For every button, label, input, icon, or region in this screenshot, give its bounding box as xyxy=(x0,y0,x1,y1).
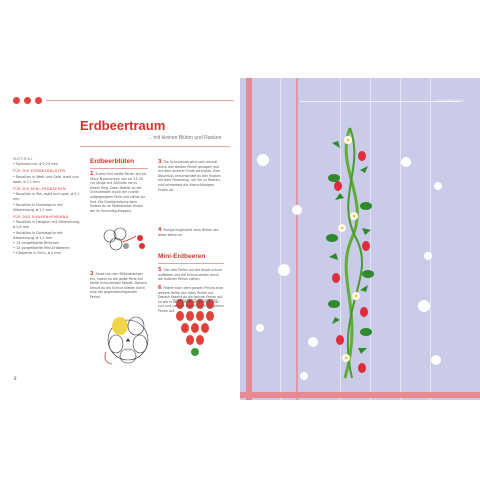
step-text: Fertige insgesamt neun Blüten auf diese Weise an. xyxy=(158,228,219,237)
dot-icon xyxy=(13,97,20,104)
step-1-text xyxy=(90,172,148,213)
step-6-text xyxy=(158,286,224,314)
step-text: Fädele nach dem ganzen Prinzip eine weitere Reihe von roten Perlen auf. Danach fädelst du die grünen Perlen auf, so wie in der Fädelskizze gezeigt, man nun und zieh die Enden durch die grünen Perlen auf. xyxy=(158,286,224,313)
material-list xyxy=(13,155,83,257)
step-2-text xyxy=(90,272,148,300)
page-subtitle: ... mit kleinen Blüten und Ranken xyxy=(148,135,222,141)
section-rule xyxy=(90,168,148,169)
material-item: • Rocailles in Rot, matt und opak, ø 2,1 mm xyxy=(13,192,80,202)
dot-icon xyxy=(24,97,31,104)
bracelet-photo xyxy=(240,78,480,400)
step-text: Setze nun den Blütenstempel ein, indem du die gelbe Perle auf beide Schnurenden fädelst. Danach kreuzt du die Schnur wieder durch eine der gegenüberliegenden Perlen. xyxy=(90,272,147,299)
material-item: • Rocailles in Hellgrün mit Silbereinzug, ø 2,6 mm xyxy=(13,220,81,230)
section-label: ZUCKERSÜSS xyxy=(436,99,464,103)
step-3-text xyxy=(158,160,224,192)
material-heading: FÜR DAS RANKENARMBAND xyxy=(13,215,69,220)
decorative-dots xyxy=(13,97,42,104)
section-title-bluten: Erdbeerblüten xyxy=(90,158,135,165)
material-item: • Rocailles in Dunkelgrün mit Silbereinzug, ø 1,5 mm xyxy=(13,202,63,212)
material-item: • Glasperle in Grün, ø 4 mm xyxy=(13,251,61,256)
step-number: 5 xyxy=(158,267,162,273)
step-number: 1 xyxy=(90,171,94,177)
material-item: • Rocailles in Weiß und Gelb, matt und opak, ø 2,1 mm xyxy=(13,174,79,184)
material-item: • Rocailles in Dunkelgrün mit Silbereinzug, ø 1,5 mm xyxy=(13,230,63,240)
title-rule xyxy=(80,146,230,147)
dot-icon xyxy=(35,97,42,104)
page-title: Erdbeertraum xyxy=(80,118,166,133)
step-text: Zuerst fünf weiße Perlen auf ein Stück Nylonschnur von ca. 15–20 cm Länge auf. Schließe sie zu einem Ring. Dann fädelst du die Schnurenden durch die zuletzt aufgegangene Perle und ziehst sie fest. Die Drahtanleitung dazu findest du im Fädelskizzen finden die im Umschlag-Klappen. xyxy=(90,172,147,213)
step-number: 3 xyxy=(158,159,162,165)
step-number: 4 xyxy=(158,227,162,233)
page-number: 8 xyxy=(14,376,17,381)
material-heading: FÜR DIE ERDBEERBLÜTEN xyxy=(13,169,66,174)
bead-diagram-1 xyxy=(96,226,150,256)
step-number: 6 xyxy=(158,285,162,291)
material-heading: FÜR DIE MINI-ERDBEEREN xyxy=(13,187,66,192)
step-text: Vier rote Perlen auf die Angel-schnur auffädeln und die Schnur-enden durch die äußeren Perlen ziehen. xyxy=(158,268,223,282)
material-item: • Nylonschnur, ø 0,25 mm xyxy=(13,162,58,167)
step-5-text xyxy=(158,268,224,282)
section-title-erdbeeren: Mini-Erdbeeren xyxy=(158,253,206,260)
step-4-text xyxy=(158,228,224,237)
material-heading: MATERIAL xyxy=(13,157,33,161)
step-text: Die Schnurende wird nach einmal durch alle weißen Perlen gezogen und mit dem anderen Ende verknotet. Zum Abschluss verschwindet du den Knoten mit dem Feuerzeug, um ihn zu fixieren, und schneidest die überschüssigen Enden ab. xyxy=(158,160,221,192)
bead-diagram-flower xyxy=(98,312,158,366)
step-number: 2 xyxy=(90,271,94,277)
material-item: • 14 vorgefädelte Mini-Erdbeeren xyxy=(13,246,70,251)
top-rule xyxy=(46,100,234,101)
section-rule xyxy=(158,263,224,264)
material-item: • 14 vorgefädelte Blütchen xyxy=(13,241,60,246)
